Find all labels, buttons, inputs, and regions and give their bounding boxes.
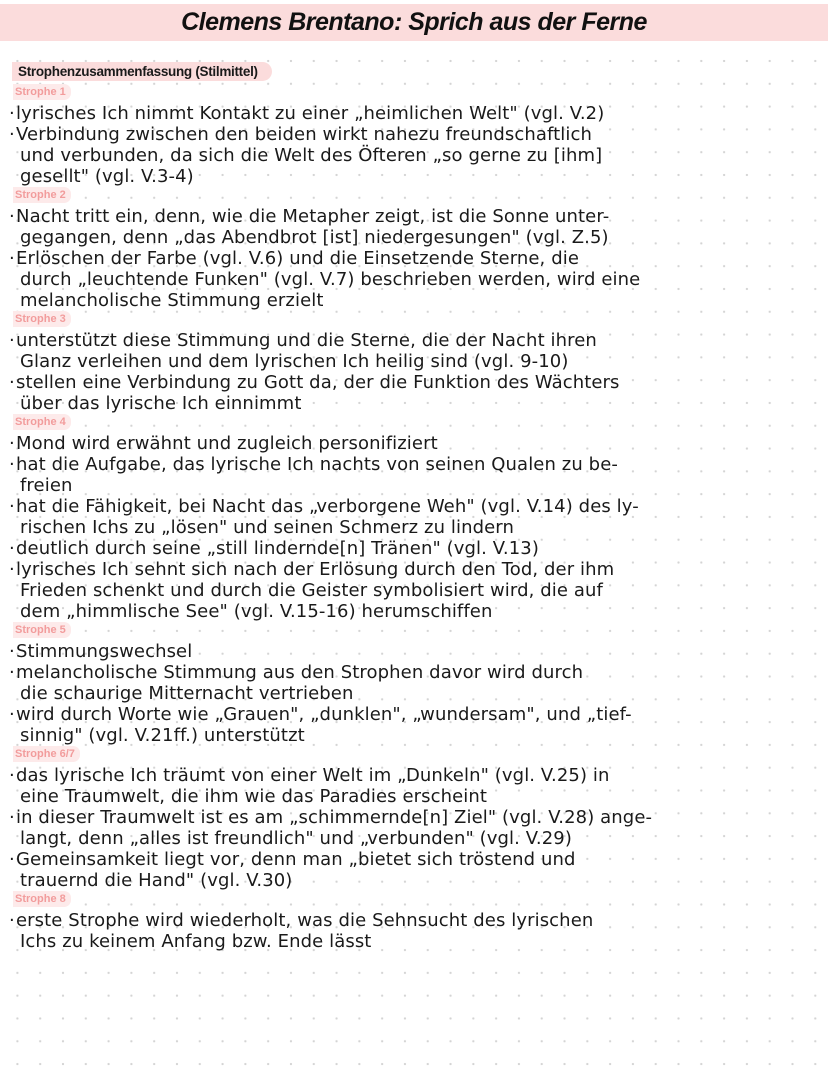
continuation-line: sinnig" (vgl. V.21ff.) unterstützt — [20, 725, 305, 746]
continuation-line: gegangen, denn „das Abendbrot [ist] niedergesungen" (vgl. Z.5) — [20, 227, 609, 248]
bullet-point: · lyrisches Ich nimmt Kontakt zu einer „heimlichen Welt" (vgl. V.2) — [0, 103, 828, 124]
bullet-point: · erste Strophe wird wiederholt, was die Sehnsucht des lyrischen — [0, 910, 828, 931]
strophe-lines — [0, 103, 828, 187]
continuation-line: und verbunden, da sich die Welt des Öfteren „so gerne zu [ihm] — [20, 145, 603, 166]
bullet-point: · melancholische Stimmung aus den Strophen davor wird durch — [0, 662, 828, 683]
bullet-point: · deutlich durch seine „still lindernde[n] Tränen" (vgl. V.13) — [0, 538, 828, 559]
continuation-line: eine Traumwelt, die ihm wie das Paradies erscheint — [20, 786, 488, 807]
strophe-lines — [0, 206, 828, 311]
continuation-line: gesellt" (vgl. V.3-4) — [20, 166, 194, 187]
section-heading: Strophenzusammenfassung (Stilmittel) — [12, 62, 272, 81]
continuation-line: Glanz verleihen und dem lyrischen Ich heilig sind (vgl. 9-10) — [20, 351, 569, 372]
strophe-section — [0, 622, 828, 746]
continuation-line: Ichs zu keinem Anfang bzw. Ende lässt — [20, 931, 372, 952]
strophe-section — [0, 84, 828, 187]
strophe-lines — [0, 765, 828, 891]
strophe-label: Strophe 4 — [13, 414, 71, 430]
bullet-point: · Erlöschen der Farbe (vgl. V.6) und die Einsetzende Sterne, die — [0, 248, 828, 269]
strophe-label: Strophe 6/7 — [13, 746, 80, 762]
continuation-line: rischen Ichs zu „lösen" und seinen Schmerz zu lindern — [20, 517, 514, 538]
page-title: Clemens Brentano: Sprich aus der Ferne — [181, 8, 647, 36]
continuation-line: freien — [20, 475, 73, 496]
bullet-point: · hat die Fähigkeit, bei Nacht das „verborgene Weh" (vgl. V.14) des ly- — [0, 496, 828, 517]
bullet-point: · unterstützt diese Stimmung und die Sterne, die der Nacht ihren — [0, 330, 828, 351]
bullet-point: · hat die Aufgabe, das lyrische Ich nachts von seinen Qualen zu be- — [0, 454, 828, 475]
bullet-point: · das lyrische Ich träumt von einer Welt im „Dunkeln" (vgl. V.25) in — [0, 765, 828, 786]
strophe-section — [0, 414, 828, 622]
strophe-lines — [0, 330, 828, 414]
strophe-lines — [0, 910, 828, 952]
strophe-summaries — [0, 84, 828, 952]
strophe-label: Strophe 2 — [13, 187, 71, 203]
strophe-lines — [0, 641, 828, 746]
strophe-label: Strophe 1 — [13, 84, 71, 100]
strophe-label: Strophe 8 — [13, 891, 71, 907]
bullet-point: · Gemeinsamkeit liegt vor, denn man „bietet sich tröstend und — [0, 849, 828, 870]
strophe-label: Strophe 3 — [13, 311, 71, 327]
bullet-point: · in dieser Traumwelt ist es am „schimmernde[n] Ziel" (vgl. V.28) ange- — [0, 807, 828, 828]
continuation-line: dem „himmlische See" (vgl. V.15-16) herumschiffen — [20, 601, 493, 622]
strophe-section — [0, 311, 828, 414]
continuation-line: langt, denn „alles ist freundlich" und „verbunden" (vgl. V.29) — [20, 828, 572, 849]
bullet-point: · Verbindung zwischen den beiden wirkt nahezu freundschaftlich — [0, 124, 828, 145]
continuation-line: über das lyrische Ich einnimmt — [20, 393, 302, 414]
continuation-line: durch „leuchtende Funken" (vgl. V.7) beschrieben werden, wird eine — [20, 269, 641, 290]
bullet-point: · lyrisches Ich sehnt sich nach der Erlösung durch den Tod, der ihm — [0, 559, 828, 580]
continuation-line: Frieden schenkt und durch die Geister symbolisiert wird, die auf — [20, 580, 603, 601]
strophe-section — [0, 891, 828, 952]
continuation-line: die schaurige Mitternacht vertrieben — [20, 683, 354, 704]
strophe-section — [0, 187, 828, 311]
bullet-point: · Stimmungswechsel — [0, 641, 828, 662]
bullet-point: · stellen eine Verbindung zu Gott da, der die Funktion des Wächters — [0, 372, 828, 393]
strophe-label: Strophe 5 — [13, 622, 71, 638]
strophe-lines — [0, 433, 828, 622]
bullet-point: · Nacht tritt ein, denn, wie die Metapher zeigt, ist die Sonne unter- — [0, 206, 828, 227]
continuation-line: melancholische Stimmung erzielt — [20, 290, 324, 311]
continuation-line: trauernd die Hand" (vgl. V.30) — [20, 870, 293, 891]
bullet-point: · Mond wird erwähnt und zugleich personifiziert — [0, 433, 828, 454]
bullet-point: · wird durch Worte wie „Grauen", „dunklen", „wundersam", und „tief- — [0, 704, 828, 725]
strophe-section — [0, 746, 828, 891]
